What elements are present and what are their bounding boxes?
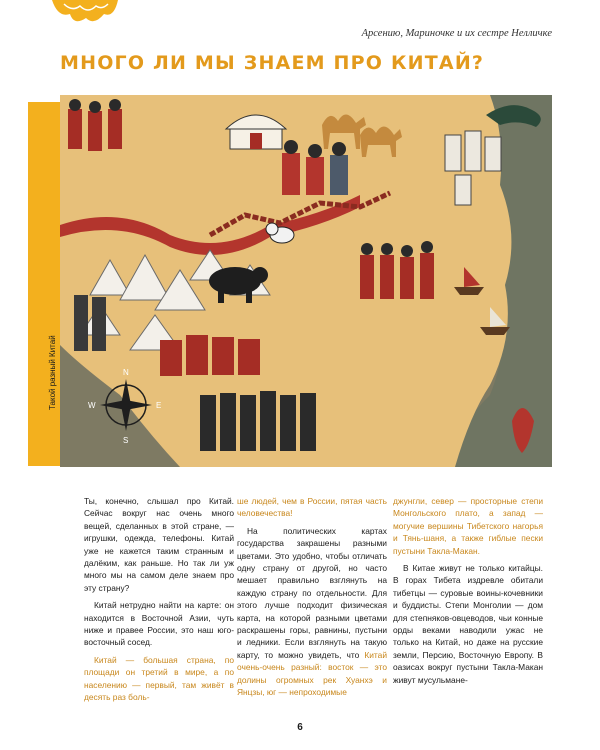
page-title: МНОГО ЛИ МЫ ЗНАЕМ ПРО КИТАЙ?: [60, 52, 485, 74]
text-column-1: [84, 495, 234, 709]
text-column-3: [393, 495, 543, 691]
compass-n-label: N: [123, 368, 129, 377]
paragraph: Ты, конечно, слышал про Китай. Сейчас вокруг нас очень много вещей, сделанных в этой стране, — игрушки, одежда, телефоны. Китай уже не кажется таким странным и далёким, как раньше. Но так ли уж много мы на самом деле знаем про эту страну?: [84, 496, 234, 593]
highlighted-paragraph: ше людей, чем в России, пятая часть человечества!: [237, 496, 387, 519]
highlighted-paragraph: джунгли, север — просторные степи Монгольского плато, а запад — могучие вершины Тибетского нагорья и Тянь-шаня, а также гиблые пески пустыни Такла-Макан.: [393, 496, 543, 556]
highlighted-text: Китай очень-очень разный: восток — это долины огромных рек Хуанхэ и Янцзы, юг — непроходимые: [237, 649, 387, 698]
paragraph-text: На политических картах государства закрашены разными цветами. Это удобно, чтобы отличать одну страну от другой, но часто мешает правильно взглянуть на каждую страну по отдельности. Для этого лучше подходит физическая карта, на которой разными цветами раскрашены горы, равнины, пустыни и ледники. Если взглянуть на такую карту, то можно увидеть, что: [237, 525, 387, 660]
illustration-caption: Такой разный Китай: [48, 335, 57, 410]
compass-s-label: S: [123, 436, 129, 445]
highlighted-paragraph: Китай — большая страна, по площади он третий в мире, а по населению — первый, там живёт в десять раз боль-: [84, 654, 234, 703]
compass-e-label: E: [156, 401, 162, 410]
paragraph: Китай нетрудно найти на карте: он находится в Восточной Азии, чуть ниже и правее России, это наш юго-восточный сосед.: [84, 600, 234, 648]
page-number: 6: [297, 722, 303, 733]
people-north: [282, 140, 348, 195]
people-mongolia: [68, 99, 122, 151]
dedication: Арсению, Мариночке и их сестре Нелличке: [361, 28, 552, 39]
sidebar-accent-strip: [28, 102, 60, 466]
paragraph: В Китае живут не только китайцы. В горах Тибета издревле обитали тибетцы — суровые воины-кочевники и буддисты. Степи Монголии — дом для степняков-овцеводов, чьи конные орды веками наводили ужас не только на Китай, но даже на русские земли, Персию, Восточную Европу. В оазисах вокруг пустыни Такла-Макан живут мусульмане-: [393, 563, 543, 685]
text-column-2: [237, 495, 387, 704]
china-map-illustration: [60, 95, 552, 467]
cloud-ornament-icon: [50, 0, 120, 28]
compass-w-label: W: [88, 401, 96, 410]
paragraph: [237, 525, 387, 699]
